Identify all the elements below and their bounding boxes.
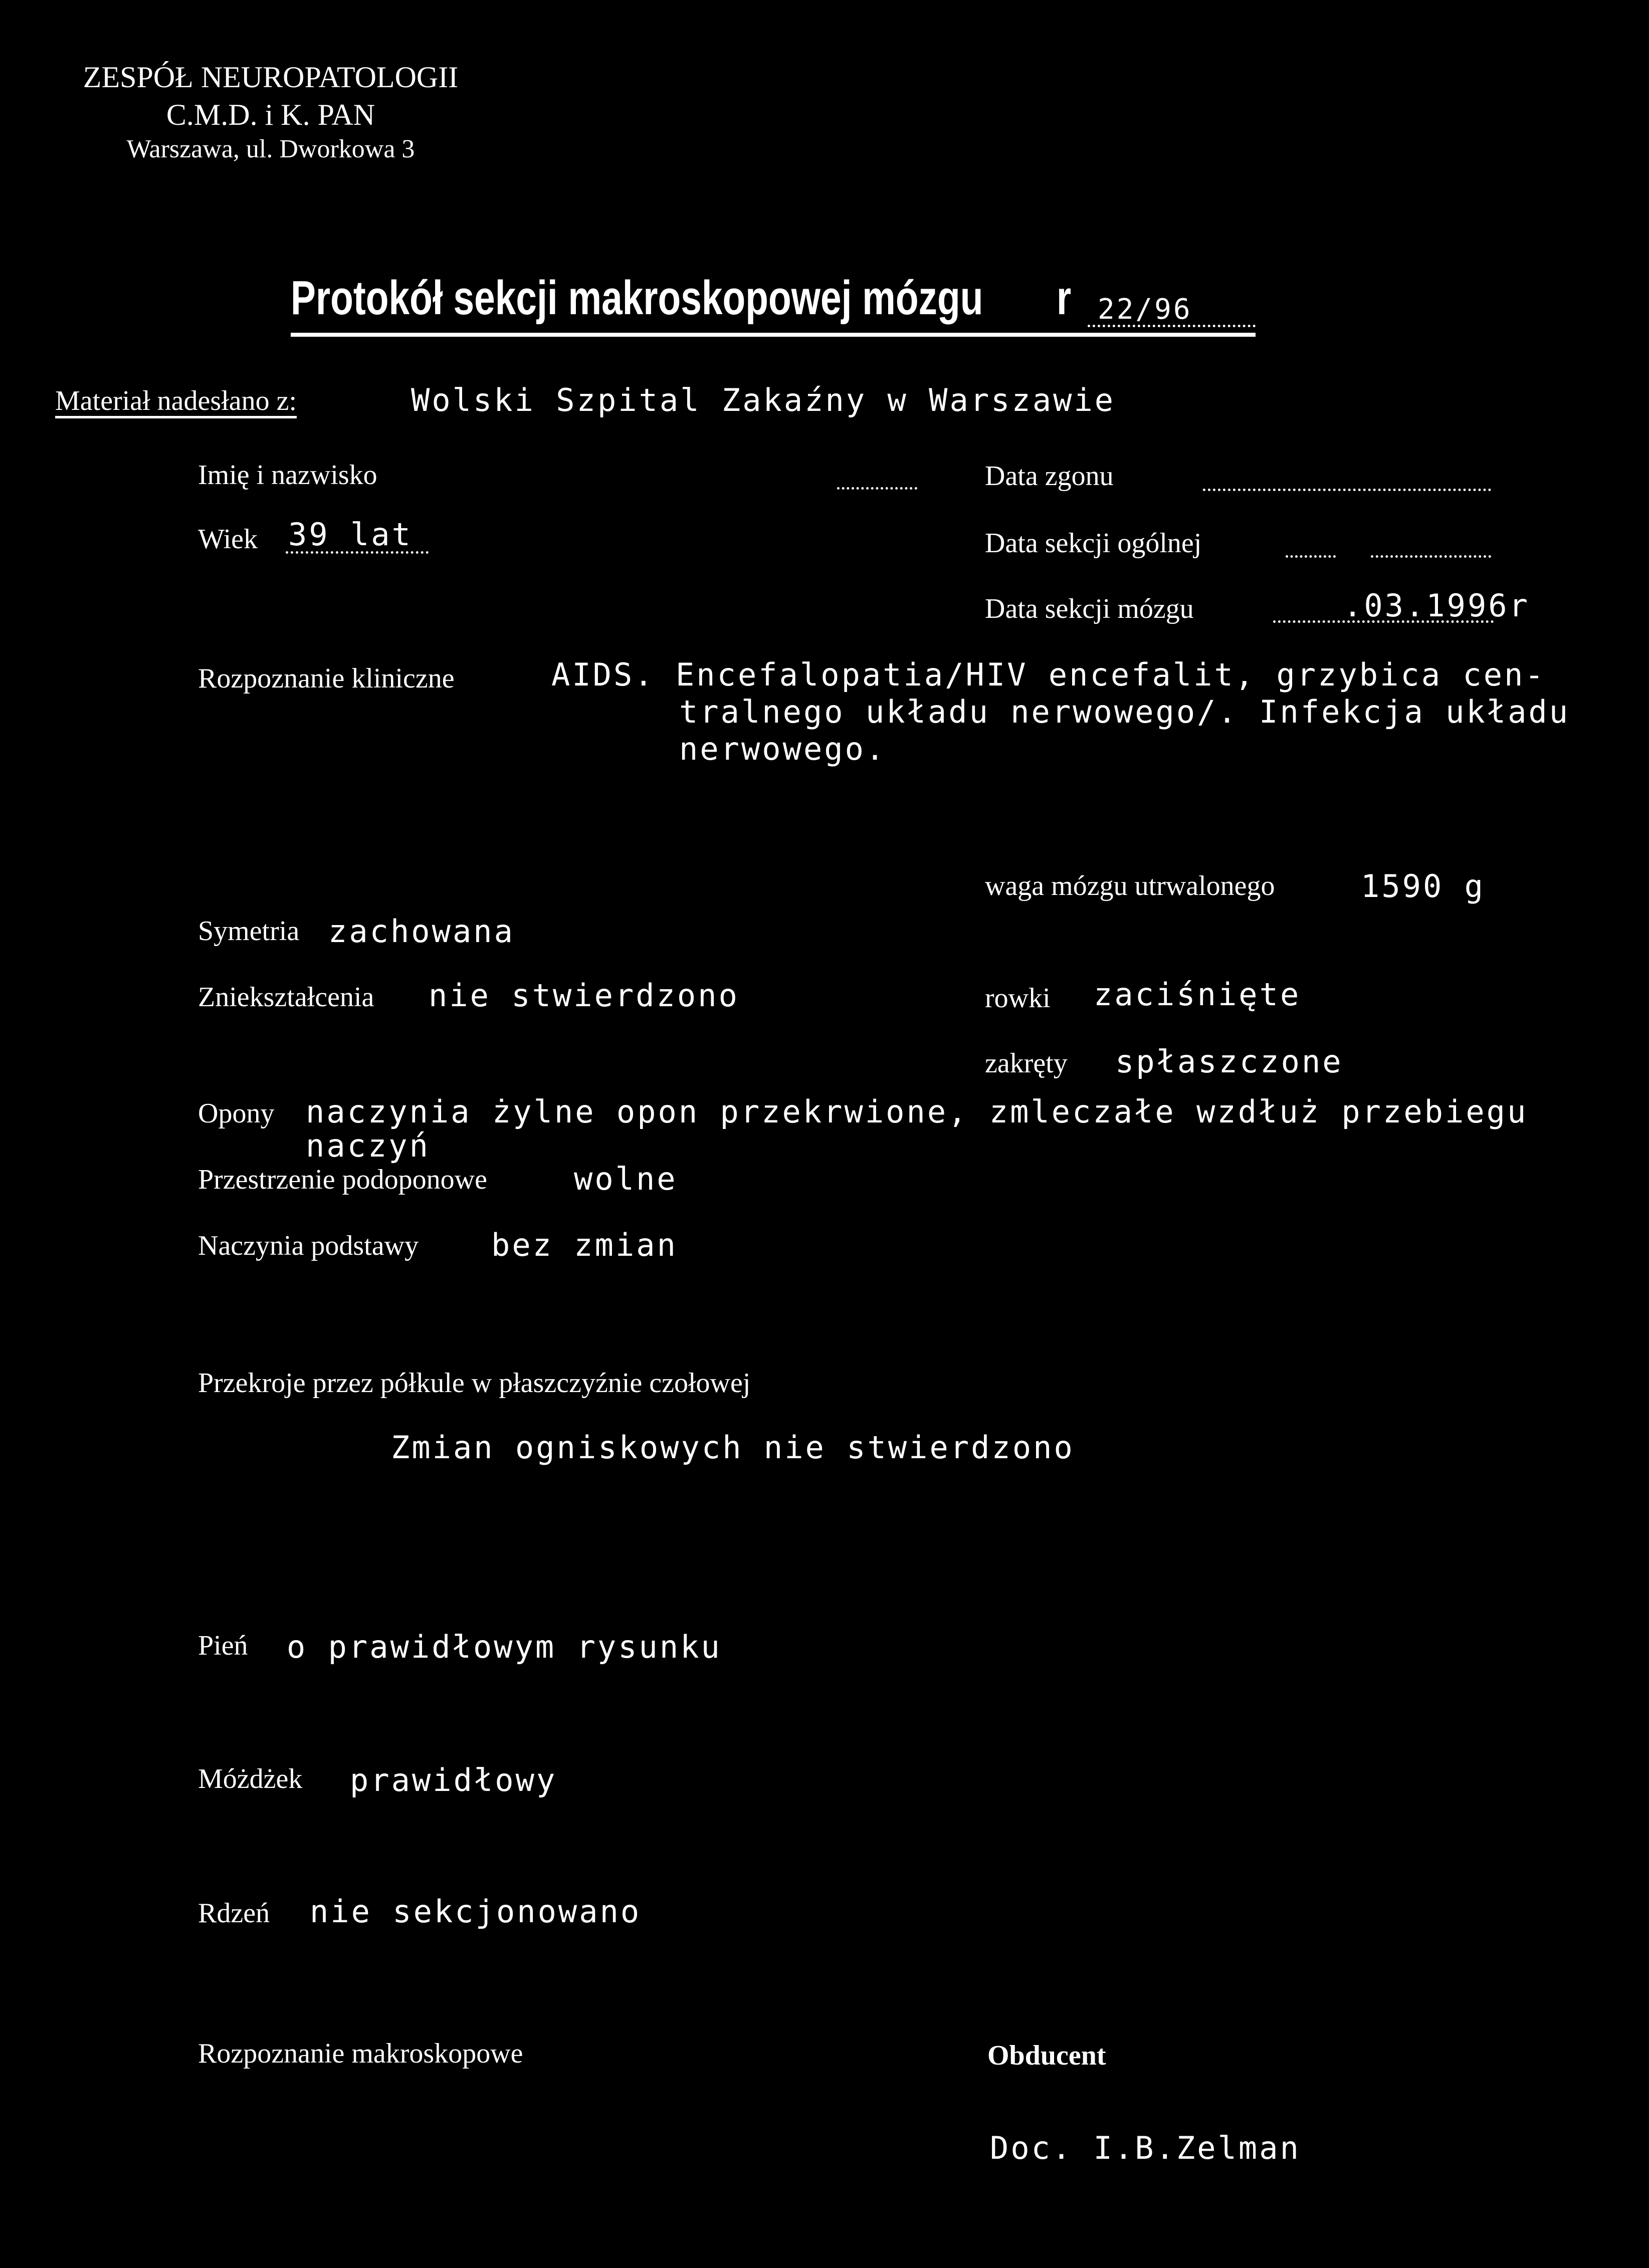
meninges-value-line-2: naczyń xyxy=(306,1127,430,1164)
spinal-cord-label: Rdzeń xyxy=(198,1898,270,1929)
general-autopsy-dots-1 xyxy=(1286,555,1336,558)
sections-value: Zmian ogniskowych nie stwierdzono xyxy=(391,1429,1075,1466)
page-title: Protokół sekcji makroskopowej mózgu xyxy=(291,271,983,325)
subarachnoid-label: Przestrzenie podoponowe xyxy=(198,1164,487,1195)
brainstem-label: Pień xyxy=(198,1630,248,1661)
brain-autopsy-value: .03.1996r xyxy=(1343,587,1530,624)
subarachnoid-value: wolne xyxy=(574,1161,678,1197)
institution-subname: C.M.D. i K. PAN xyxy=(166,98,375,131)
brain-weight-label: waga mózgu utrwalonego xyxy=(985,870,1275,901)
institution-address: Warszawa, ul. Dworkowa 3 xyxy=(126,135,415,163)
gyri-label: zakręty xyxy=(985,1048,1068,1079)
protocol-number-label: r xyxy=(1057,271,1072,325)
name-label: Imię i nazwisko xyxy=(198,460,377,491)
age-label: Wiek xyxy=(198,524,258,555)
material-label: Materiał nadesłano z: xyxy=(55,385,297,416)
death-date-label: Data zgonu xyxy=(985,461,1114,492)
symmetry-label: Symetria xyxy=(198,916,300,947)
material-value: Wolski Szpital Zakaźny w Warszawie xyxy=(411,382,1116,418)
general-autopsy-dots-2 xyxy=(1371,555,1491,558)
symmetry-value: zachowana xyxy=(328,913,515,950)
spinal-cord-value: nie sekcjonowano xyxy=(310,1893,642,1930)
meninges-value-line-1: naczynia żylne opon przekrwione, zmleczałe wzdłuż przebiegu xyxy=(306,1093,1528,1130)
sulci-label: rowki xyxy=(985,983,1051,1014)
clinical-diagnosis-label: Rozpoznanie kliniczne xyxy=(198,663,455,694)
institution-name: ZESPÓŁ NEUROPATOLOGII xyxy=(83,61,459,94)
sections-label: Przekroje przez półkule w płaszczyźnie czołowej xyxy=(198,1368,751,1399)
protocol-number-dots xyxy=(1088,325,1256,327)
name-dots xyxy=(837,487,917,490)
obducent-label: Obducent xyxy=(987,2040,1106,2071)
clinical-diagnosis-line-2: tralnego układu nerwowego/. Infekcja układu xyxy=(679,694,1570,730)
basal-vessels-value: bez zmian xyxy=(491,1227,678,1263)
basal-vessels-label: Naczynia podstawy xyxy=(198,1230,419,1261)
death-date-dots xyxy=(1203,489,1491,491)
sulci-value: zaciśnięte xyxy=(1094,976,1301,1013)
deformation-label: Zniekształcenia xyxy=(198,982,374,1013)
obducent-value: Doc. I.B.Zelman xyxy=(990,2130,1301,2166)
clinical-diagnosis-line-3: nerwowego. xyxy=(679,731,887,767)
meninges-label: Opony xyxy=(198,1098,275,1129)
title-underline xyxy=(291,333,1256,337)
general-autopsy-label: Data sekcji ogólnej xyxy=(985,528,1202,559)
protocol-number: 22/96 xyxy=(1098,293,1192,326)
cerebellum-value: prawidłowy xyxy=(350,1762,557,1798)
clinical-diagnosis-line-1: AIDS. Encefalopatia/HIV encefalit, grzybica cen- xyxy=(551,656,1546,693)
deformation-value: nie stwierdzono xyxy=(429,977,739,1014)
macro-diagnosis-label: Rozpoznanie makroskopowe xyxy=(198,2038,523,2069)
age-dots xyxy=(286,551,429,554)
brainstem-value: o prawidłowym rysunku xyxy=(287,1629,722,1665)
brain-weight-value: 1590 g xyxy=(1361,868,1485,904)
cerebellum-label: Móżdżek xyxy=(198,1763,303,1794)
gyri-value: spłaszczone xyxy=(1115,1043,1343,1080)
age-value: 39 lat xyxy=(288,516,413,553)
brain-autopsy-dots xyxy=(1273,620,1494,623)
brain-autopsy-label: Data sekcji mózgu xyxy=(985,593,1194,624)
